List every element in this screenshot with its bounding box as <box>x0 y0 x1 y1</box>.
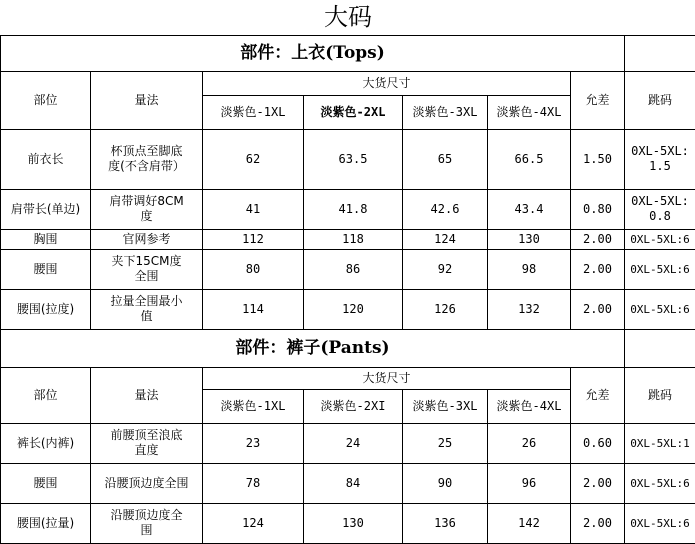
row-method-text: 沿腰顶边度全围 <box>107 508 187 538</box>
header-part: 部位 <box>1 71 91 129</box>
row-value: 96 <box>488 463 571 503</box>
row-part: 腰围 <box>1 249 91 289</box>
header-jump: 跳码 <box>625 367 695 423</box>
row-value: 130 <box>488 229 571 249</box>
row-value: 98 <box>488 249 571 289</box>
row-value: 26 <box>488 423 571 463</box>
table-row <box>1 189 695 229</box>
row-part: 腰围 <box>1 463 91 503</box>
row-method <box>91 249 203 289</box>
row-value: 66.5 <box>488 129 571 189</box>
table-row <box>1 249 695 289</box>
table-row <box>1 229 695 249</box>
row-jump: 0XL-5XL:6 <box>625 289 695 329</box>
row-value: 65 <box>403 129 488 189</box>
header-size-text: 淡紫色-3XL <box>409 105 481 120</box>
row-value: 43.4 <box>488 189 571 229</box>
header-jump: 跳码 <box>625 71 695 129</box>
header-size-group: 大货尺寸 <box>203 71 571 95</box>
header-size-group: 大货尺寸 <box>203 367 571 389</box>
row-jump: 0XL-5XL:6 <box>625 503 695 543</box>
row-method-text: 肩带调好8CM度 <box>107 194 187 224</box>
row-method-text: 杯顶点至脚底度(不含肩带） <box>107 144 187 174</box>
row-part: 胸围 <box>1 229 91 249</box>
table-row <box>1 503 695 543</box>
row-value: 62 <box>203 129 304 189</box>
row-value: 120 <box>304 289 403 329</box>
row-value: 126 <box>403 289 488 329</box>
row-value: 24 <box>304 423 403 463</box>
header-tolerance: 允差 <box>571 367 625 423</box>
row-tolerance: 0.60 <box>571 423 625 463</box>
row-jump-text: 0XL-5XL:0.8 <box>630 194 690 224</box>
table-row <box>1 289 695 329</box>
row-jump: 0XL-5XL:6 <box>625 463 695 503</box>
page-title: 大码 <box>1 0 695 35</box>
row-tolerance: 2.00 <box>571 503 625 543</box>
row-value: 132 <box>488 289 571 329</box>
row-tolerance: 2.00 <box>571 249 625 289</box>
row-part: 腰围(拉度) <box>1 289 91 329</box>
row-method <box>91 423 203 463</box>
row-value: 63.5 <box>304 129 403 189</box>
row-value: 41.8 <box>304 189 403 229</box>
row-part: 腰围(拉量) <box>1 503 91 543</box>
row-value: 124 <box>203 503 304 543</box>
row-value: 114 <box>203 289 304 329</box>
row-method <box>91 189 203 229</box>
header-size: 淡紫色-1XL <box>203 389 304 423</box>
row-value: 142 <box>488 503 571 543</box>
row-jump: 0XL-5XL:6 <box>625 229 695 249</box>
table-row <box>1 423 695 463</box>
header-size-text: 淡紫色-3XL <box>409 399 481 414</box>
row-jump <box>625 129 695 189</box>
row-jump <box>625 189 695 229</box>
row-value: 42.6 <box>403 189 488 229</box>
row-value: 80 <box>203 249 304 289</box>
section-title-spacer <box>625 35 695 71</box>
row-method-text: 拉量全围最小值 <box>107 294 187 324</box>
section-title-pants: 部件：裤子(Pants) <box>1 329 625 367</box>
row-method: 沿腰顶边度全围 <box>91 463 203 503</box>
header-size: 淡紫色-2XL <box>304 95 403 129</box>
row-value: 112 <box>203 229 304 249</box>
section-title-spacer <box>625 329 695 367</box>
row-method-text: 夹下15CM度全围 <box>107 254 187 284</box>
header-size <box>488 95 571 129</box>
row-method-text: 前腰顶至浪底直度 <box>107 428 187 458</box>
row-value: 41 <box>203 189 304 229</box>
row-method <box>91 503 203 543</box>
row-jump: 0XL-5XL:1 <box>625 423 695 463</box>
row-part: 前衣长 <box>1 129 91 189</box>
header-size-text: 淡紫色-4XL <box>493 105 565 120</box>
row-part <box>1 189 91 229</box>
header-size: 淡紫色-2XI <box>304 389 403 423</box>
row-value: 90 <box>403 463 488 503</box>
row-tolerance: 2.00 <box>571 229 625 249</box>
header-size <box>403 95 488 129</box>
row-value: 86 <box>304 249 403 289</box>
table-row <box>1 129 695 189</box>
row-value: 78 <box>203 463 304 503</box>
header-size <box>403 389 488 423</box>
row-tolerance: 2.00 <box>571 289 625 329</box>
header-size: 淡紫色-1XL <box>203 95 304 129</box>
row-value: 124 <box>403 229 488 249</box>
row-value: 118 <box>304 229 403 249</box>
row-method <box>91 289 203 329</box>
row-method: 官网参考 <box>91 229 203 249</box>
table-row <box>1 463 695 503</box>
row-value: 84 <box>304 463 403 503</box>
row-value: 92 <box>403 249 488 289</box>
row-value: 130 <box>304 503 403 543</box>
row-tolerance: 0.80 <box>571 189 625 229</box>
header-method: 量法 <box>91 367 203 423</box>
row-method <box>91 129 203 189</box>
header-part: 部位 <box>1 367 91 423</box>
row-part-text: 肩带长(单边) <box>9 202 83 217</box>
row-part: 裤长(内裤) <box>1 423 91 463</box>
header-method: 量法 <box>91 71 203 129</box>
section-title-tops: 部件：上衣(Tops) <box>1 35 625 71</box>
row-value: 23 <box>203 423 304 463</box>
row-tolerance: 1.50 <box>571 129 625 189</box>
row-value: 25 <box>403 423 488 463</box>
header-size <box>488 389 571 423</box>
header-tolerance: 允差 <box>571 71 625 129</box>
row-value: 136 <box>403 503 488 543</box>
row-jump: 0XL-5XL:6 <box>625 249 695 289</box>
row-jump-text: 0XL-5XL:1.5 <box>630 144 690 174</box>
header-size-text: 淡紫色-4XL <box>493 399 565 414</box>
row-tolerance: 2.00 <box>571 463 625 503</box>
